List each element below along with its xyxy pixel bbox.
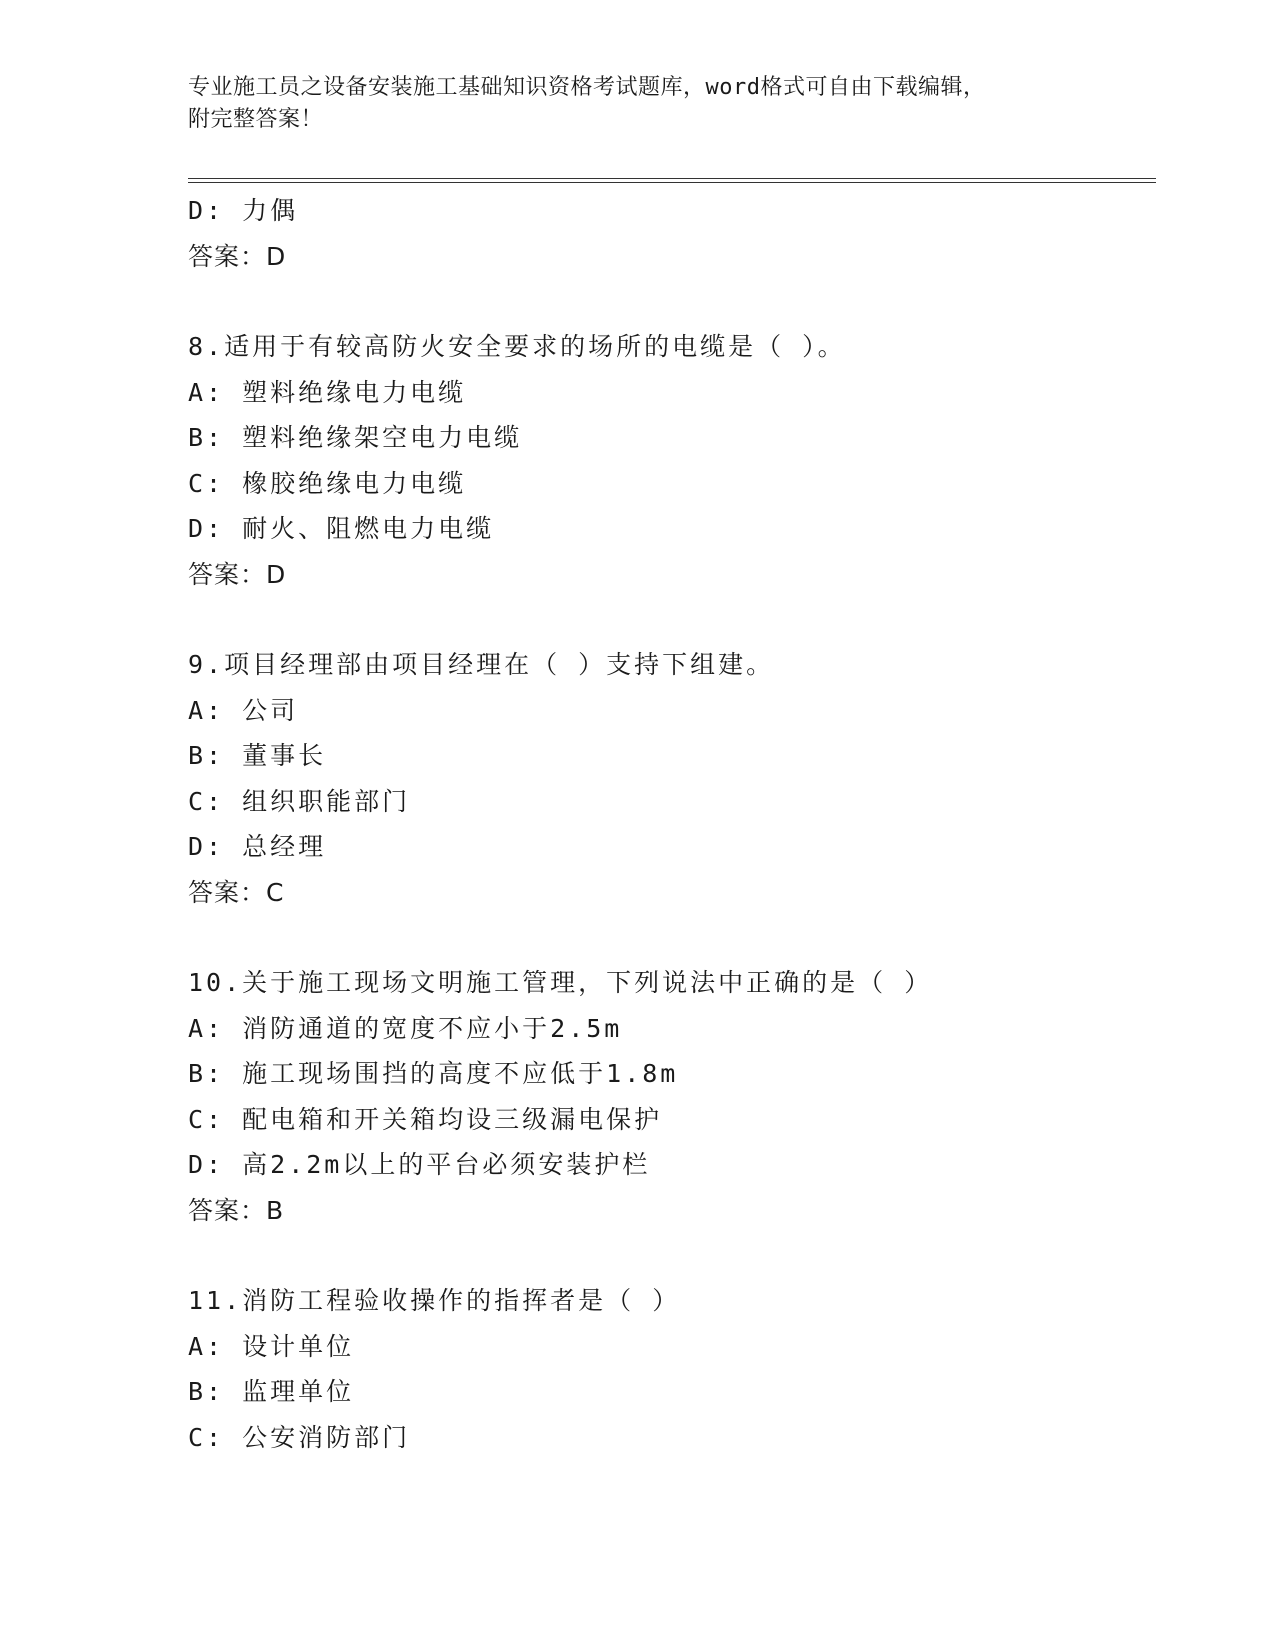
question-stem: 10.关于施工现场文明施工管理，下列说法中正确的是（ ） xyxy=(188,968,933,997)
header-divider xyxy=(188,178,1156,183)
option-d: D: 总经理 xyxy=(188,832,327,861)
question-8 xyxy=(188,324,1148,597)
option-d: D: 耐火、阻燃电力电缆 xyxy=(188,514,495,543)
header-line-1: 专业施工员之设备安装施工基础知识资格考试题库，word格式可自由下载编辑， xyxy=(188,75,986,100)
option-b: B: 董事长 xyxy=(188,741,327,770)
question-9 xyxy=(188,642,1148,915)
answer-line: 答案：D xyxy=(188,559,287,589)
carry-over-block xyxy=(188,188,1148,279)
option-b: B: 监理单位 xyxy=(188,1377,355,1406)
header-line-2: 附完整答案！ xyxy=(188,107,324,132)
page-header xyxy=(188,72,1088,136)
answer-line: 答案：C xyxy=(188,877,285,907)
option-b: B: 塑料绝缘架空电力电缆 xyxy=(188,423,523,452)
option-c: C: 橡胶绝缘电力电缆 xyxy=(188,468,467,498)
question-11 xyxy=(188,1278,1148,1460)
option-d: D: 高2.2m以上的平台必须安装护栏 xyxy=(188,1150,651,1179)
option-a: A: 设计单位 xyxy=(188,1331,355,1361)
question-stem: 11.消防工程验收操作的指挥者是（ ） xyxy=(188,1286,681,1315)
option-c: C: 公安消防部门 xyxy=(188,1422,411,1452)
option-c: C: 配电箱和开关箱均设三级漏电保护 xyxy=(188,1104,663,1134)
option-a: A: 公司 xyxy=(188,695,299,725)
answer-line: 答案：D xyxy=(188,241,287,271)
answer-line: 答案：B xyxy=(188,1195,285,1225)
option-d: D: 力偶 xyxy=(188,196,299,225)
question-10 xyxy=(188,960,1148,1233)
option-a: A: 消防通道的宽度不应小于2.5m xyxy=(188,1013,623,1043)
option-c: C: 组织职能部门 xyxy=(188,786,411,816)
question-list xyxy=(188,188,1148,1460)
question-stem: 9.项目经理部由项目经理在（ ）支持下组建。 xyxy=(188,650,775,679)
question-stem: 8.适用于有较高防火安全要求的场所的电缆是（ ）。 xyxy=(188,332,846,361)
option-b: B: 施工现场围挡的高度不应低于1.8m xyxy=(188,1059,679,1088)
option-a: A: 塑料绝缘电力电缆 xyxy=(188,377,467,407)
